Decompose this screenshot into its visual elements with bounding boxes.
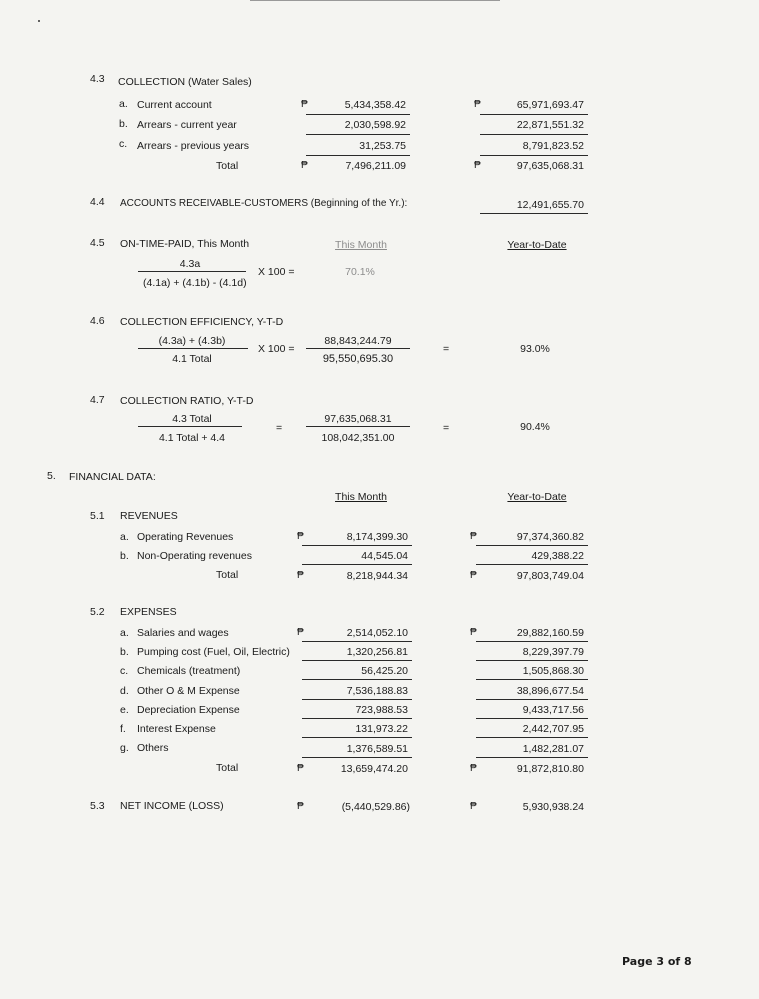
underline: [302, 641, 412, 642]
formula-denominator: 4.1 Total: [172, 353, 212, 365]
underline: [302, 737, 412, 738]
formula-numerator: 4.3a: [179, 258, 201, 270]
peso-sign: ₱: [297, 801, 304, 812]
underline: [480, 114, 588, 115]
peso-sign: ₱: [297, 531, 304, 542]
underline: [302, 718, 412, 719]
peso-sign: ₱: [470, 627, 477, 638]
value-month: 2,514,052.10: [346, 627, 408, 639]
value-ytd: 97,374,360.82: [516, 531, 584, 543]
peso-sign: ₱: [301, 160, 308, 171]
item-letter: b.: [119, 118, 128, 130]
section-4-7-title: COLLECTION RATIO, Y-T-D: [120, 395, 254, 407]
underline: [476, 564, 588, 565]
value-month: 44,545.04: [361, 550, 408, 562]
section-4-4-title: ACCOUNTS RECEIVABLE-CUSTOMERS (Beginning of the Yr.):: [120, 198, 408, 209]
total-label: Total: [216, 762, 239, 774]
underline: [480, 134, 588, 135]
value-month: 56,425.20: [361, 665, 408, 677]
item-letter: f.: [120, 723, 126, 735]
underline: [302, 699, 412, 700]
formula-numerator: 4.3 Total: [172, 413, 212, 425]
peso-sign: ₱: [470, 763, 477, 774]
total-month: 13,659,474.20: [340, 763, 408, 775]
fraction-bar: [306, 426, 410, 427]
item-label: Salaries and wages: [137, 627, 229, 639]
total-label: Total: [216, 160, 239, 172]
item-letter: a.: [120, 531, 129, 543]
peso-sign: ₱: [470, 801, 477, 812]
item-label: Chemicals (treatment): [137, 665, 241, 677]
total-ytd: 97,635,068.31: [516, 160, 584, 172]
underline: [306, 155, 410, 156]
denominator-value: 108,042,351.00: [321, 432, 395, 444]
total-label: Total: [216, 569, 239, 581]
page-number: Page 3 of 8: [622, 955, 692, 968]
value-month: 2,030,598.92: [344, 119, 406, 131]
fraction-bar: [138, 348, 248, 349]
item-letter: g.: [120, 742, 129, 754]
item-label: Arrears - previous years: [137, 140, 250, 152]
times-100: X 100 =: [258, 343, 295, 355]
item-label: Pumping cost (Fuel, Oil, Electric): [137, 646, 290, 658]
fraction-bar: [138, 426, 242, 427]
section-4-5-title: ON-TIME-PAID, This Month: [120, 238, 250, 250]
value-ytd: 9,433,717.56: [522, 704, 584, 716]
denominator-value: 95,550,695.30: [322, 353, 394, 365]
underline: [306, 114, 410, 115]
section-5-title: FINANCIAL DATA:: [69, 471, 156, 483]
item-letter: d.: [120, 685, 129, 697]
net-income-month: (5,440,529.86): [341, 801, 410, 813]
underline: [302, 545, 412, 546]
item-label: Current account: [137, 99, 212, 111]
item-label: Others: [137, 742, 169, 754]
underline: [480, 155, 588, 156]
item-letter: b.: [120, 646, 129, 658]
underline: [306, 134, 410, 135]
underline: [480, 213, 588, 214]
value-month: 1,376,589.51: [346, 743, 408, 755]
value-ytd: 1,505,868.30: [522, 665, 584, 677]
value-month: 5,434,358.42: [344, 99, 406, 111]
fraction-bar: [306, 348, 410, 349]
section-5-1-title: REVENUES: [120, 510, 178, 522]
numerator-value: 88,843,244.79: [324, 335, 392, 347]
underline: [302, 679, 412, 680]
item-letter: c.: [120, 665, 129, 677]
item-letter: e.: [120, 704, 129, 716]
underline: [476, 757, 588, 758]
peso-sign: ₱: [470, 531, 477, 542]
peso-sign: ₱: [297, 570, 304, 581]
underline: [476, 718, 588, 719]
value-ytd: 429,388.22: [531, 550, 584, 562]
equals-sign: =: [276, 422, 283, 434]
peso-sign: ₱: [301, 99, 308, 110]
item-letter: a.: [120, 627, 129, 639]
peso-sign: ₱: [297, 763, 304, 774]
col-header-ytd: Year-to-Date: [507, 491, 567, 503]
underline: [476, 737, 588, 738]
value-ytd: 2,442,707.95: [522, 723, 584, 735]
section-4-7-number: 4.7: [90, 394, 105, 406]
value-ytd: 8,229,397.79: [522, 646, 584, 658]
section-5-number: 5.: [47, 470, 56, 482]
item-label: Arrears - current year: [137, 119, 237, 131]
scan-speck: [38, 20, 40, 22]
section-4-6-title: COLLECTION EFFICIENCY, Y-T-D: [120, 316, 284, 328]
section-5-3-number: 5.3: [90, 800, 105, 812]
item-label: Interest Expense: [137, 723, 216, 735]
equals-sign: =: [443, 422, 450, 434]
section-5-2-number: 5.2: [90, 606, 105, 618]
underline: [302, 564, 412, 565]
underline: [476, 679, 588, 680]
underline: [476, 641, 588, 642]
section-4-6-number: 4.6: [90, 315, 105, 327]
numerator-value: 97,635,068.31: [324, 413, 392, 425]
section-5-1-number: 5.1: [90, 510, 105, 522]
section-5-2-title: EXPENSES: [120, 606, 177, 618]
collection-ratio-result: 90.4%: [520, 421, 550, 433]
section-4-4-number: 4.4: [90, 196, 105, 208]
item-letter: a.: [119, 98, 128, 110]
value-month: 7,536,188.83: [346, 685, 408, 697]
value-ytd: 38,896,677.54: [516, 685, 584, 697]
section-5-3-title: NET INCOME (LOSS): [120, 800, 224, 812]
times-100: X 100 =: [258, 266, 295, 278]
formula-denominator: 4.1 Total + 4.4: [158, 432, 226, 444]
col-header-this-month: This Month: [335, 239, 387, 251]
item-label: Depreciation Expense: [137, 704, 240, 716]
item-label: Non-Operating revenues: [137, 550, 252, 562]
col-header-ytd: Year-to-Date: [507, 239, 567, 251]
top-edge-line: [250, 0, 500, 1]
value-ytd: 65,971,693.47: [516, 99, 584, 111]
value-ytd: 8,791,823.52: [522, 140, 584, 152]
peso-sign: ₱: [474, 99, 481, 110]
receivable-value: 12,491,655.70: [516, 199, 584, 211]
total-month: 7,496,211.09: [345, 160, 406, 172]
col-header-this-month: This Month: [335, 491, 387, 503]
underline: [476, 660, 588, 661]
value-month: 1,320,256.81: [346, 646, 408, 658]
underline: [476, 545, 588, 546]
peso-sign: ₱: [297, 627, 304, 638]
on-time-paid-value: 70.1%: [345, 266, 375, 278]
value-ytd: 29,882,160.59: [516, 627, 584, 639]
value-ytd: 1,482,281.07: [522, 743, 584, 755]
item-label: Other O & M Expense: [137, 685, 240, 697]
collection-efficiency-result: 93.0%: [520, 343, 550, 355]
peso-sign: ₱: [474, 160, 481, 171]
total-ytd: 97,803,749.04: [516, 570, 584, 582]
total-month: 8,218,944.34: [346, 570, 408, 582]
section-4-3-title: COLLECTION (Water Sales): [118, 76, 252, 88]
equals-sign: =: [443, 343, 450, 355]
value-month: 31,253.75: [359, 140, 406, 152]
total-ytd: 91,872,810.80: [516, 763, 584, 775]
item-letter: c.: [119, 138, 128, 150]
section-4-3-number: 4.3: [90, 73, 105, 85]
peso-sign: ₱: [470, 570, 477, 581]
formula-numerator: (4.3a) + (4.3b): [158, 335, 226, 347]
underline: [302, 660, 412, 661]
value-ytd: 22,871,551.32: [516, 119, 584, 131]
underline: [302, 757, 412, 758]
net-income-ytd: 5,930,938.24: [522, 801, 584, 813]
item-letter: b.: [120, 550, 129, 562]
value-month: 131,973.22: [355, 723, 408, 735]
section-4-5-number: 4.5: [90, 237, 105, 249]
value-month: 8,174,399.30: [346, 531, 408, 543]
underline: [476, 699, 588, 700]
value-month: 723,988.53: [355, 704, 408, 716]
fraction-bar: [138, 271, 246, 272]
item-label: Operating Revenues: [137, 531, 234, 543]
formula-denominator: (4.1a) + (4.1b) - (4.1d): [143, 277, 247, 289]
